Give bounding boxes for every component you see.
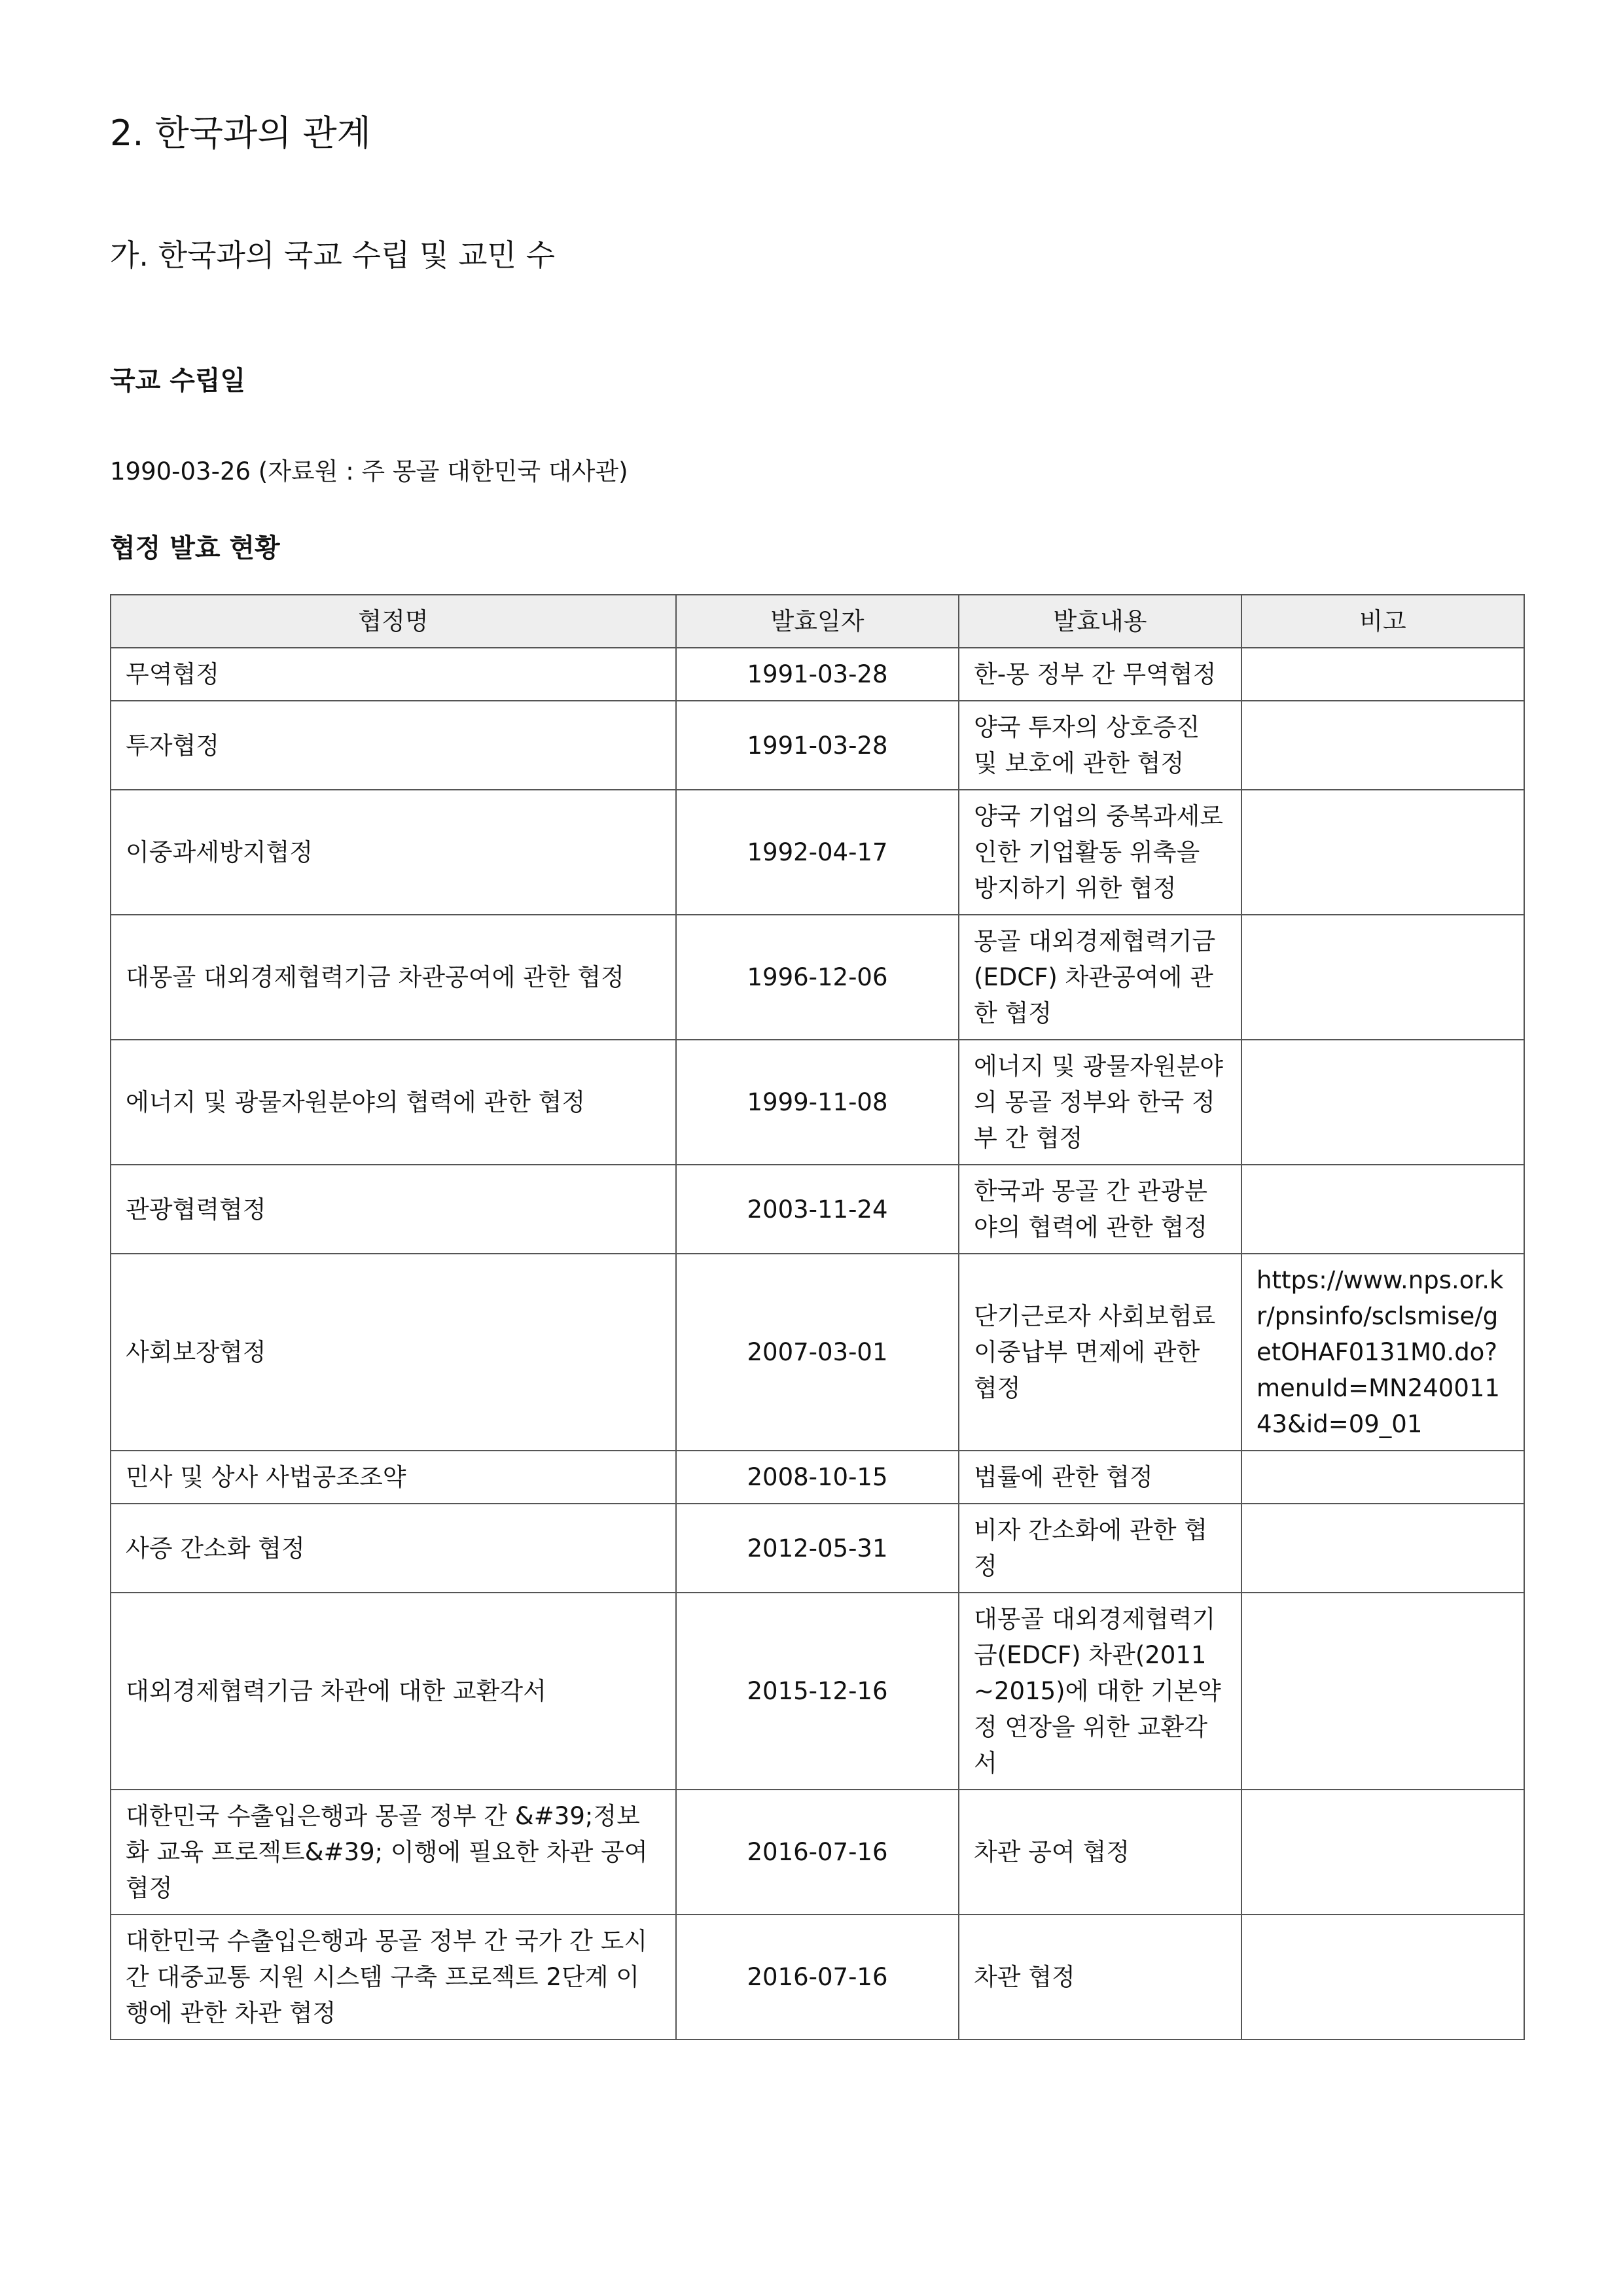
table-row <box>111 1790 1524 1915</box>
treaty-name: 무역협정 <box>111 648 676 701</box>
table-row <box>111 1451 1524 1504</box>
treaty-name: 사증 간소화 협정 <box>111 1504 676 1593</box>
header-treaty-name: 협정명 <box>111 595 676 648</box>
table-row <box>111 790 1524 915</box>
treaty-note <box>1241 1451 1524 1504</box>
treaty-content: 법률에 관한 협정 <box>959 1451 1241 1504</box>
table-row <box>111 1040 1524 1165</box>
treaty-note <box>1241 1040 1524 1165</box>
treaty-content: 양국 투자의 상호증진 및 보호에 관한 협정 <box>959 701 1241 790</box>
diplomatic-relations-label: 국교 수립일 <box>110 366 246 396</box>
diplomatic-relations-date: 1990-03-26 (자료원 : 주 몽골 대한민국 대사관) <box>110 457 628 486</box>
treaty-name: 이중과세방지협정 <box>111 790 676 915</box>
table-row <box>111 701 1524 790</box>
treaty-note <box>1241 1915 1524 2040</box>
table-row <box>111 1915 1524 2040</box>
effective-date: 1999-11-08 <box>676 1040 959 1165</box>
treaty-name: 민사 및 상사 사법공조조약 <box>111 1451 676 1504</box>
treaty-note <box>1241 1790 1524 1915</box>
treaty-name: 투자협정 <box>111 701 676 790</box>
effective-date: 2016-07-16 <box>676 1790 959 1915</box>
treaty-note <box>1241 1504 1524 1593</box>
table-row <box>111 1593 1524 1790</box>
treaty-name: 대한민국 수출입은행과 몽골 정부 간 국가 간 도시 간 대중교통 지원 시스템 구축 프로젝트 2단계 이행에 관한 차관 협정 <box>111 1915 676 2040</box>
treaty-content: 비자 간소화에 관한 협정 <box>959 1504 1241 1593</box>
treaty-note <box>1241 1165 1524 1254</box>
treaty-status-label: 협정 발효 현황 <box>110 533 280 563</box>
section-title: 2. 한국과의 관계 <box>110 113 371 154</box>
table-row <box>111 648 1524 701</box>
treaty-note <box>1241 648 1524 701</box>
effective-date: 2016-07-16 <box>676 1915 959 2040</box>
treaty-content: 양국 기업의 중복과세로 인한 기업활동 위축을 방지하기 위한 협정 <box>959 790 1241 915</box>
effective-date: 1991-03-28 <box>676 648 959 701</box>
treaty-content: 몽골 대외경제협력기금 (EDCF) 차관공여에 관한 협정 <box>959 915 1241 1040</box>
treaty-content: 차관 공여 협정 <box>959 1790 1241 1915</box>
treaty-name: 관광협력협정 <box>111 1165 676 1254</box>
treaty-content: 에너지 및 광물자원분야의 몽골 정부와 한국 정부 간 협정 <box>959 1040 1241 1165</box>
treaty-note <box>1241 790 1524 915</box>
treaty-name: 에너지 및 광물자원분야의 협력에 관한 협정 <box>111 1040 676 1165</box>
header-effective-date: 발효일자 <box>676 595 959 648</box>
table-row <box>111 1165 1524 1254</box>
header-content: 발효내용 <box>959 595 1241 648</box>
treaty-name: 대외경제협력기금 차관에 대한 교환각서 <box>111 1593 676 1790</box>
treaty-table <box>110 594 1525 2040</box>
treaty-note <box>1241 1593 1524 1790</box>
table-header-row <box>111 595 1524 648</box>
effective-date: 1992-04-17 <box>676 790 959 915</box>
effective-date: 2007-03-01 <box>676 1254 959 1451</box>
subsection-title: 가. 한국과의 국교 수립 및 교민 수 <box>110 238 556 273</box>
treaty-name: 대한민국 수출입은행과 몽골 정부 간 &#39;정보화 교육 프로젝트&#39; 이행에 필요한 차관 공여 협정 <box>111 1790 676 1915</box>
effective-date: 2012-05-31 <box>676 1504 959 1593</box>
treaty-content: 차관 협정 <box>959 1915 1241 2040</box>
table-row <box>111 1504 1524 1593</box>
effective-date: 2003-11-24 <box>676 1165 959 1254</box>
table-row <box>111 1254 1524 1451</box>
treaty-content: 한국과 몽골 간 관광분야의 협력에 관한 협정 <box>959 1165 1241 1254</box>
effective-date: 1996-12-06 <box>676 915 959 1040</box>
table-row <box>111 915 1524 1040</box>
effective-date: 2015-12-16 <box>676 1593 959 1790</box>
effective-date: 2008-10-15 <box>676 1451 959 1504</box>
treaty-name: 대몽골 대외경제협력기금 차관공여에 관한 협정 <box>111 915 676 1040</box>
treaty-note-link[interactable]: https://www.nps.or.kr/pnsinfo/sclsmise/getOHAF0131M0.do?menuId=MN24001143&id=09_01 <box>1241 1254 1524 1451</box>
effective-date: 1991-03-28 <box>676 701 959 790</box>
treaty-name: 사회보장협정 <box>111 1254 676 1451</box>
header-note: 비고 <box>1241 595 1524 648</box>
treaty-content: 한-몽 정부 간 무역협정 <box>959 648 1241 701</box>
treaty-content: 대몽골 대외경제협력기금(EDCF) 차관(2011~2015)에 대한 기본약정 연장을 위한 교환각서 <box>959 1593 1241 1790</box>
treaty-note <box>1241 915 1524 1040</box>
treaty-content: 단기근로자 사회보험료 이중납부 면제에 관한 협정 <box>959 1254 1241 1451</box>
treaty-note <box>1241 701 1524 790</box>
